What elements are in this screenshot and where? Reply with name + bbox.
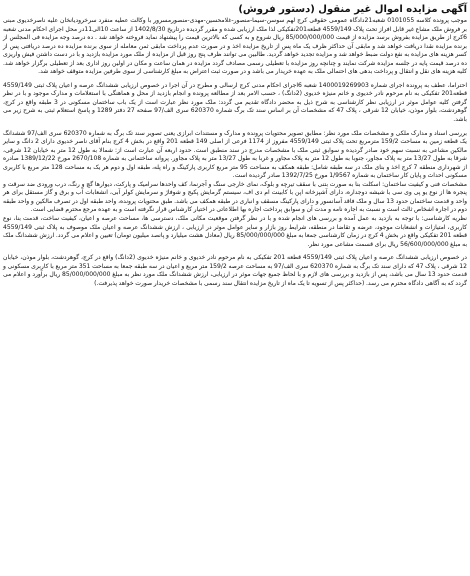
notice-paragraph-2: احتراما، عطف به پرونده اجرای شماره 1400019269903 شعبه 6اجرای احکام مدنی کرج ارسالی و مطرح در آن اجرا در خصوص ارزیابی ششدانگ عرصه و اعیان پلاک ثبتی 4559/149 قطعه201 تفکیکی به نام مرحوم نادر خدیوی و خانم منیژه خدیوی (2دانگ) ، حسب الامر بعد از مطالعه پرونده و انجام بازدید از محل و هماهنگی با استعلامات و مدارک موجود و با در نظر گرفتن کلیه عوامل موثر در ارزیابی نظر کارشناسی به شرح ذیل به محضر دادگاه تقدیم می گردد: ملک مورد نظر عبارت است از یک باب ساختمان مسکونی در 3 طبقه واقع در کرج، گوهردشت، بلوار موذن، خیابان 12 شرقی ، پلاک 47 که مشخصات آن بر اساس سند تک برگ شماره 620370 سری الف/97 صفحه 27 دفتر 1289 و پاسخ استعلام ثبتی به شرح زیر می باشد. <box>3 81 467 124</box>
notice-paragraph-3: بررسی اسناد و مدارک ملکی و مشخصات ملک مورد نظر: مطابق تصویر محتویات پرونده و مدارک و مستندات ابرازی یعنی تصویر سند تک برگ به شماره 620370 سری الف/97 ششدانگ یک قطعه زمین به مساحت 159/2 مترمربع تحت پلاک ثبتی 4559/149 مفروز از 1174 فرعی از اصلی 149 قطعه 201 واقع در بخش 4 کرج بنام آقای ناصر خدیوی دارای 2 دانگ و سایر مالکین مشاعی به نسبت سهم خود صادر گردیده و سوابق ثبتی ملک با مشخصات مدرج در سند منطبق است. حدود اربعه آن عبارت است از: شمالا به طول 12 متر به خیابان 12 شرقی، شرقا به طول 13/27 متر به پلاک مجاور، جنوبا به طول 12 متر به پلاک مجاور و غربا به طول 13/27 متر به پلاک مجاور. پروانه ساختمانی به شماره 2670/108 مورخ 1389/12/22 صادره از شهرداری منطقه 7 کرج اخذ و بنای ملک در سه طبقه شامل: طبقه همکف به مساحت 95 متر مربع کاربری پارکینگ و راه پله، طبقه اول و دوم هر یک به مساحت 128 متر مربع با کاربری مسکونی احداث و پایان کار ساختمان به شماره 1/9567 مورخ 1392/7/25 صادر گردیده است. <box>3 129 468 180</box>
notice-paragraph-6: در خصوص ارزیابی ششدانگ عرصه و اعیان پلاک ثبتی 4559/149 قطعه 201 تفکیکی به نام مرحوم نادر خدیوی و خانم منیژه خدیوی (2دانگ) واقع در کرج، گوهردشت، بلوار موذن، خیابان 12 شرقی ، پلاک 47 که دارای سند تک برگ به شماره 620370 سری الف/97 به مساحت عرصه 159/2 متر مربع و اعیان در سه طبقه جمعا به مساحت 351 متر مربع با کاربری مسکونی و قدمت حدود 13 سال می باشد، پس از بازدید و بررسی های لازم و با لحاظ جمیع جهات موثر در ارزیابی، ارزش ششدانگ ملک مورد نظر به مبلغ 85/000/000/000 ریال برآورد و اعلام می گردد که به آگاهی دادگاه محترم می رسد. (حداکثر پس از تسویه تا یک ماه از تاریخ مزایده انتقال سند رسمی با مشخصات خریدار صورت خواهد پذیرفت.) <box>3 254 467 287</box>
notice-paragraph-4: مشخصات فنی و کیفیت ساختمان: اسکلت بنا به صورت بتنی با سقف تیرچه و بلوک، نمای خارجی سنگ و آجرنما، کف واحدها سرامیک و پارکت، دیوارها گچ و رنگ، درب ورودی ضد سرقت و پنجره ها از نوع یو پی وی سی با شیشه دوجداره، دارای آشپزخانه اپن با کابینت ام دی اف، سیستم گرمایش پکیج و شوفاژ و سرمایش کولر آبی، انشعابات آب و برق و گاز مستقل برای هر واحد و قدمت ساختمان حدود 13 سال و ملک فاقد آسانسور و دارای پارکینگ مسقف و انباری در طبقه همکف می باشد. طبق محتویات پرونده، واحد طبقه اول در تصرف مالکین و واحد طبقه دوم در اجاره اشخاص ثالث است و نسبت به اجاره نامه و مدت آن و سوابق پرداخت اجاره بها اطلاعاتی در اختیار کارشناس قرار نگرفته است و به عهده مرجع محترم قضایی است. <box>3 180 467 214</box>
notice-title: آگهی مزایده اموال غیر منقول (دستور فروش) <box>238 4 467 15</box>
notice-paragraph-5: نظریه کارشناسی: با توجه به بازدید به عمل آمده و بررسی های انجام شده و با در نظر گرفتن موقعیت مکانی ملک، دسترسی ها، مساحت عرصه و اعیان، کیفیت ساخت، قدمت بنا، نوع کاربری، امتیازات و انشعابات موجود، عرضه و تقاضا در منطقه، شرایط روز بازار و سایر عوامل موثر در ارزیابی ، ارزش ششدانگ عرصه و اعیان ملک موصوف به پلاک ثبتی 4559/149 قطعه 201 تفکیکی واقع در بخش 4 کرج در زمان کارشناسی جمعا به مبلغ 85/000/000/000 ریال (معادل هشت میلیارد و پانصد میلیون تومان) تعیین و اعلام می گردد. ارزش ششدانگ ملک به مبلغ 56/600/000/000 ریال برای قسمت مشاعی مورد نظر. <box>3 215 467 248</box>
notice-paragraph-1: موجب پرونده کلاسه 0101055 شعبه21دادگاه عمومی حقوقی کرج لهم سوسن-سیما-منصور-غلامحسین-مهدی-منصورمسرور با وکالت عطیه منفرد سرخرودیانخان علیه ناصرخدیوی مبنی بر فروش ملک مشاع غیر قابل افراز تحت پلاک 4559/149 قطعه201تفکیکی لذا ملک ارزیابی شده و مقرر گردیده درتاریخ 1402/8/30 از ساعت 10الی11در محل اجرای احکام مدنی شعبه 6کرج از طریق مزایده بفروش برسد مزایده از قیمت 85/000/000/000 ریال شروع و به کسی که بالاترین قیمت را پیشنهاد نماید فروخته خواهد شد . ده درصد وجه مزایده فی المجلس از برنده مزایده نقدا دریافت خواهد شد و مابقی آن حداکثر ظرف یک ماه پس از تاریخ مزایده اخذ و در صورت عدم پرداخت مابقی ثمن معامله از سوی برنده مزایده ده درصد دریافتی پس از کسر هزینه های مزایده به نفع دولت ضبط خواهد شد و مزایده تجدید خواهد گردید. طالبین می توانند ظرف پنج روز قبل از مزایده از ملک مورد مزایده بازدید و با در دست داشتن فیش واریزی ده درصد قیمت پایه در جلسه مزایده شرکت نمایند و چنانچه روز مزایده با تعطیلی رسمی مصادف گردد مزایده در همان ساعت و مکان در اولین روز اداری بعد از تعطیلی برگزار خواهد شد. کلیه هزینه های نقل و انتقال و پرداخت بدهی های احتمالی ملک به عهده خریدار می باشد و در صورت ثبت اعتراض به مبلغ کارشناسی از سوی طرفین مزایده متوقف خواهد شد. <box>3 17 467 76</box>
